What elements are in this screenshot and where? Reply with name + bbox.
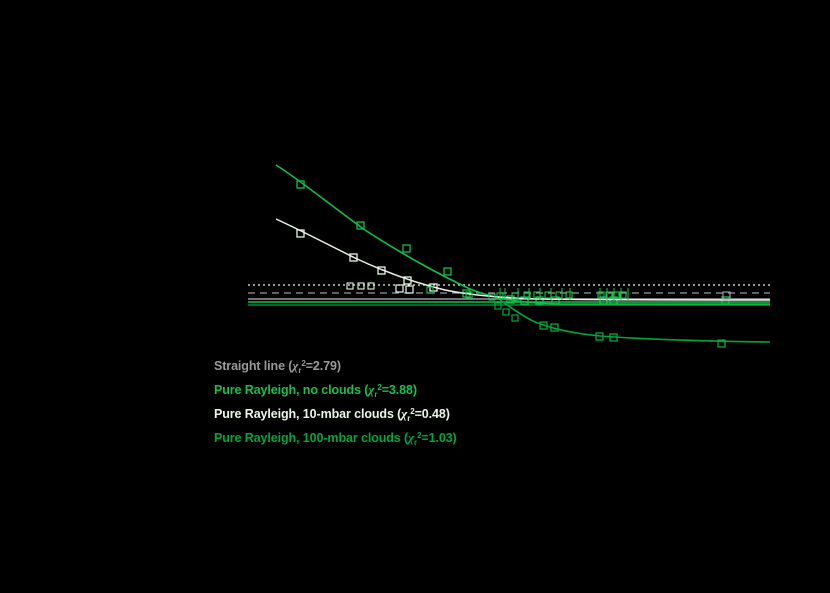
legend-label-prefix: Pure Rayleigh, 10-mbar clouds ( (214, 407, 402, 421)
series-pure-rayleigh-10mbar (276, 219, 770, 300)
chi-superscript: 2 (417, 431, 422, 440)
chi-subscript: r (414, 438, 418, 447)
data-marker (396, 285, 403, 292)
chi-symbol: χ (401, 406, 408, 421)
legend-value: =2.79) (305, 359, 341, 373)
reference-lines (248, 285, 770, 305)
data-marker (403, 245, 410, 252)
data-marker (512, 315, 518, 321)
legend-value: =1.03) (421, 431, 457, 445)
series-line-100mbar (500, 300, 770, 342)
data-marker (495, 303, 501, 309)
chi-superscript: 2 (410, 407, 415, 416)
legend-item-no-clouds (214, 379, 634, 403)
chi-superscript: 2 (301, 359, 306, 368)
legend-label-prefix: Pure Rayleigh, 100-mbar clouds ( (214, 431, 409, 445)
legend-item-100mbar-clouds (214, 427, 634, 451)
data-marker (444, 268, 451, 275)
data-marker (347, 283, 353, 289)
legend (214, 355, 634, 451)
data-marker (406, 286, 413, 293)
legend-item-10mbar-clouds (214, 403, 634, 427)
chi-superscript: 2 (377, 383, 382, 392)
legend-value: =3.88) (381, 383, 417, 397)
data-marker (503, 309, 509, 315)
legend-label-prefix: Pure Rayleigh, no clouds ( (214, 383, 369, 397)
chi-symbol: χ (408, 430, 415, 445)
data-marker (358, 283, 364, 289)
data-marker (368, 283, 374, 289)
legend-item-straight-line (214, 355, 634, 379)
legend-value: =0.48) (414, 407, 450, 421)
chi-subscript: r (374, 390, 378, 399)
chi-subscript: r (298, 366, 302, 375)
chi-subscript: r (407, 414, 411, 423)
chi-symbol: χ (292, 358, 299, 373)
legend-label-prefix: Straight line ( (214, 359, 293, 373)
series-pure-rayleigh-100mbar (495, 300, 770, 347)
chi-symbol: χ (368, 382, 375, 397)
